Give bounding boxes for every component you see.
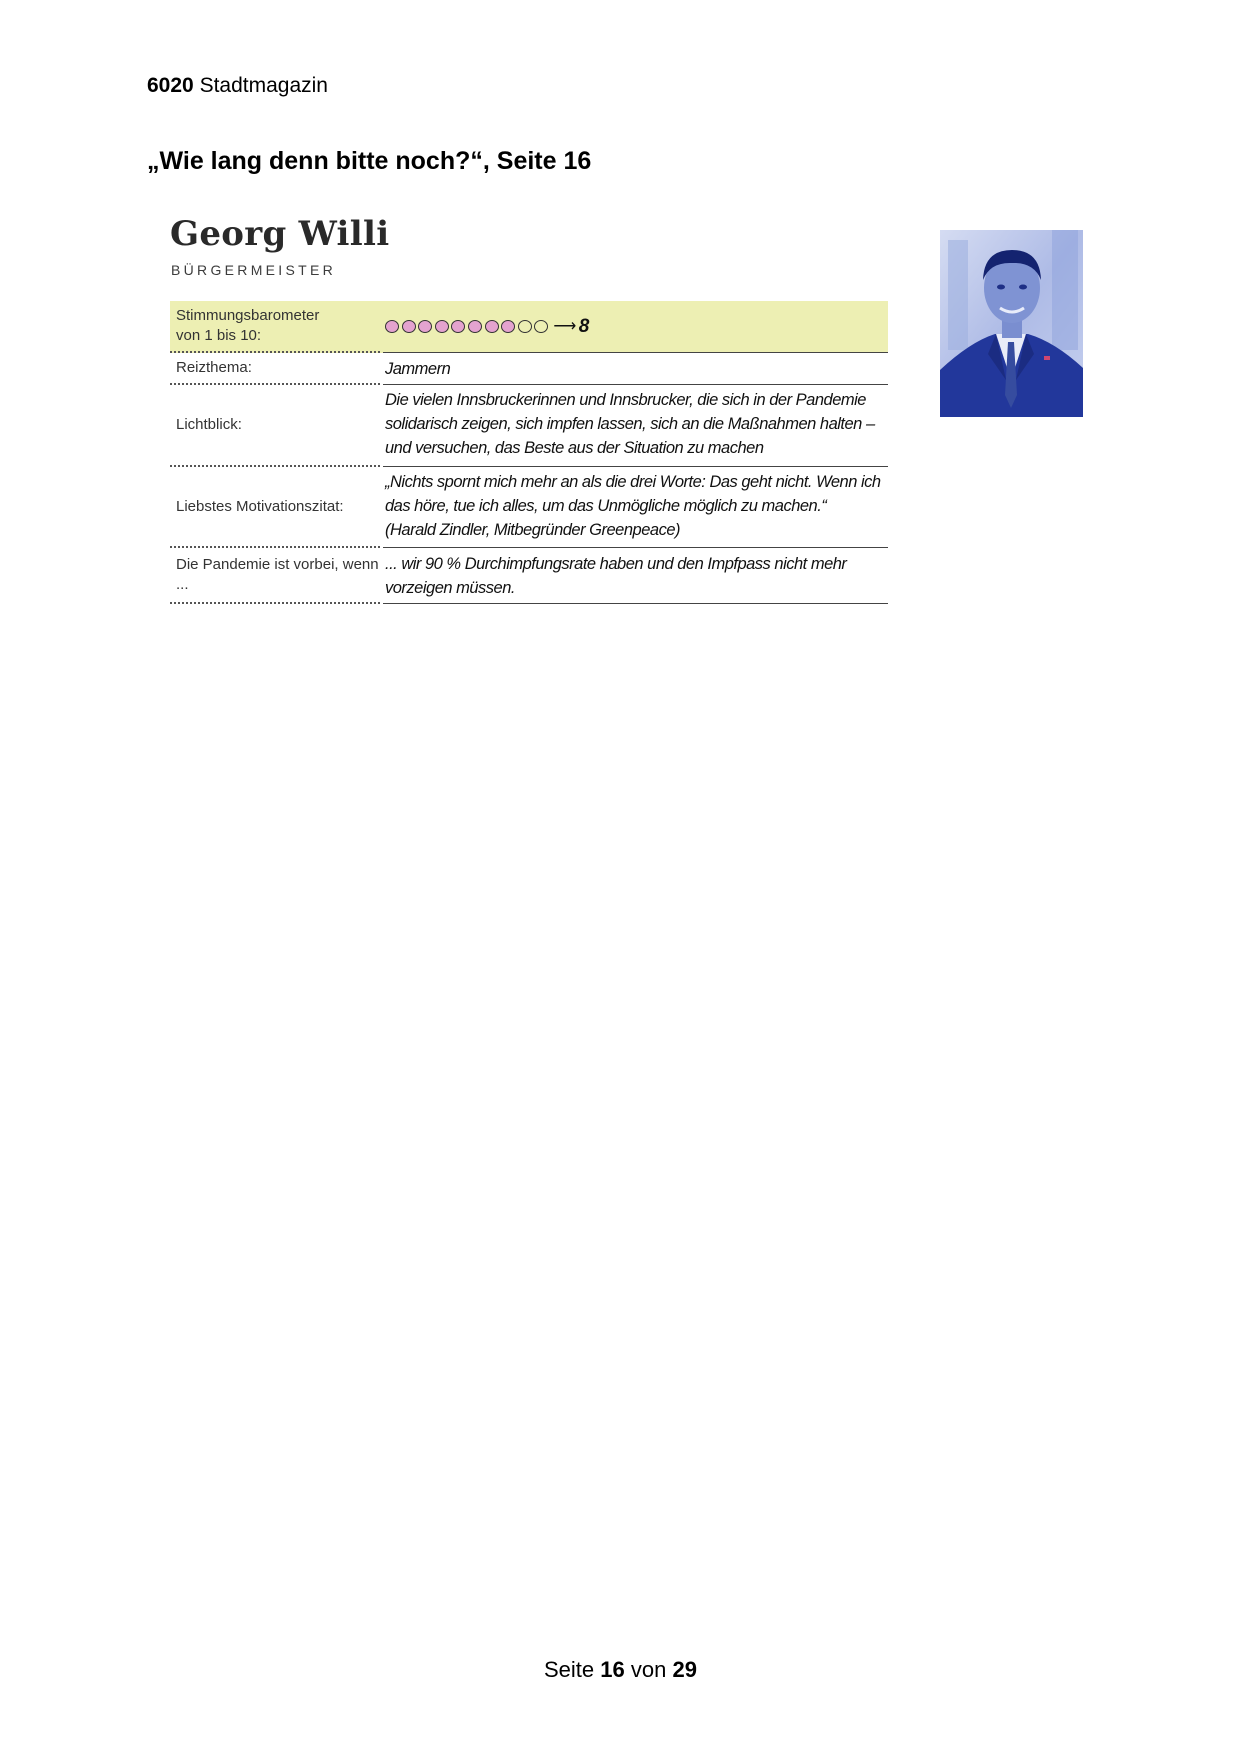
barometer-score: 8 bbox=[578, 315, 589, 337]
row-value: Die vielen Innsbruckerinnen und Innsbrucker, die sich in der Pandemie solidarisch zeigen, sich impfen lassen, sich an die Maßnahmen halten – und versuchen, das Beste aus der Situation zu machen bbox=[383, 385, 888, 467]
barometer-label-line1: Stimmungsbarometer bbox=[176, 307, 320, 324]
profile-table bbox=[170, 301, 888, 604]
mood-dots bbox=[385, 320, 548, 333]
profile-role: BÜRGERMEISTER bbox=[171, 262, 337, 278]
mood-dot-filled bbox=[451, 320, 465, 333]
mood-dot-filled bbox=[385, 320, 399, 333]
barometer-value bbox=[383, 301, 888, 353]
table-row bbox=[170, 385, 888, 467]
portrait-image bbox=[940, 230, 1083, 417]
footer-page: 16 bbox=[600, 1657, 625, 1682]
header-number: 6020 bbox=[147, 74, 194, 97]
row-label: Liebstes Motivationszitat: bbox=[170, 467, 380, 548]
mood-dot-filled bbox=[402, 320, 416, 333]
row-label: Reizthema: bbox=[170, 353, 380, 385]
table-row bbox=[170, 548, 888, 604]
row-label: Lichtblick: bbox=[170, 385, 380, 467]
mood-dot-filled bbox=[418, 320, 432, 333]
footer-prefix: Seite bbox=[544, 1657, 595, 1682]
page-footer bbox=[0, 1657, 1241, 1683]
barometer-label bbox=[170, 301, 380, 353]
mood-dot-filled bbox=[435, 320, 449, 333]
header-name: Stadtmagazin bbox=[199, 74, 328, 97]
document-header bbox=[147, 74, 328, 98]
quote-text: „Nichts spornt mich mehr an als die drei Worte: Das geht nicht. Wenn ich das höre, tue ich alles, um das Unmögliche möglich zu machen.“ bbox=[385, 473, 881, 515]
portrait-photo bbox=[940, 230, 1083, 417]
footer-mid: von bbox=[630, 1657, 667, 1682]
mood-dot-empty bbox=[518, 320, 532, 333]
barometer-label-line2: von 1 bis 10: bbox=[176, 327, 262, 344]
row-value: ... wir 90 % Durchimpfungsrate haben und den Impfpass nicht mehr vorzeigen müssen. bbox=[383, 548, 888, 604]
table-row bbox=[170, 353, 888, 385]
row-label: Die Pandemie ist vorbei, wenn ... bbox=[170, 548, 380, 604]
mood-dot-filled bbox=[468, 320, 482, 333]
barometer-row bbox=[170, 301, 888, 353]
profile-name: Georg Willi bbox=[170, 214, 390, 254]
quote-source: (Harald Zindler, Mitbegründer Greenpeace) bbox=[385, 521, 680, 539]
mood-dot-empty bbox=[534, 320, 548, 333]
table-row bbox=[170, 467, 888, 548]
row-value: Jammern bbox=[383, 353, 888, 385]
footer-total: 29 bbox=[672, 1657, 697, 1682]
row-value bbox=[383, 467, 888, 548]
mood-dot-filled bbox=[485, 320, 499, 333]
mood-dot-filled bbox=[501, 320, 515, 333]
article-heading: „Wie lang denn bitte noch?“, Seite 16 bbox=[147, 147, 592, 175]
arrow-icon: ⟶ bbox=[553, 317, 576, 335]
